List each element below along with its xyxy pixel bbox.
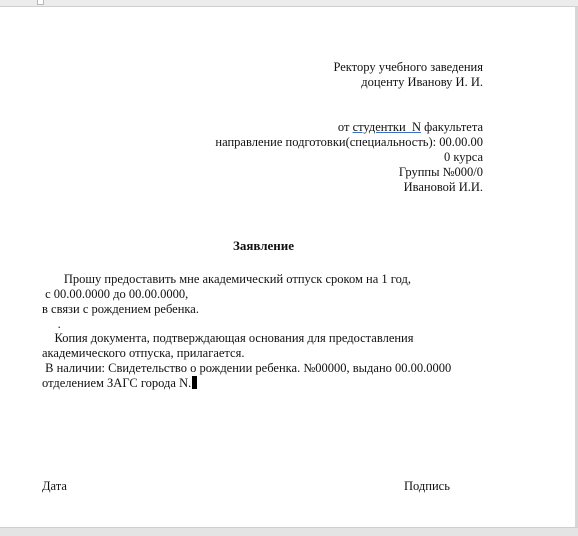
margin-marker[interactable] bbox=[37, 0, 44, 5]
student-word: студентки N bbox=[352, 120, 421, 134]
body-line-5: Копия документа, подтверждающая основания для предоставления bbox=[42, 331, 414, 345]
body-line-3: в связи с рождением ребенка. bbox=[42, 302, 199, 316]
body-line-8-text: отделением ЗАГС города N. bbox=[42, 376, 192, 390]
body-line-7: В наличии: Свидетельство о рождении ребенка. №00000, выдано 00.00.0000 bbox=[42, 361, 452, 375]
document-title: Заявление bbox=[232, 238, 295, 253]
name-line: Ивановой И.И. bbox=[403, 180, 483, 194]
signature-label: Подпись bbox=[404, 479, 450, 493]
body-line-4: . bbox=[42, 317, 61, 331]
group-line: Группы №000/0 bbox=[398, 165, 483, 179]
sender-prefix: от bbox=[337, 120, 353, 134]
recipient-line-1: Ректору учебного заведения bbox=[333, 60, 483, 74]
ruler-strip bbox=[0, 0, 578, 7]
sender-line bbox=[338, 120, 483, 135]
body-line-2: с 00.00.0000 до 00.00.0000, bbox=[42, 287, 189, 301]
course-line: 0 курса bbox=[443, 150, 483, 164]
direction-line: направление подготовки(специальность): 00.00.00 bbox=[215, 135, 483, 149]
text-cursor bbox=[192, 376, 197, 389]
body-line-8 bbox=[42, 376, 197, 391]
sender-suffix: факультета bbox=[420, 120, 483, 134]
body-line-6: академического отпуска, прилагается. bbox=[42, 346, 245, 360]
recipient-line-2: доценту Иванову И. И. bbox=[361, 75, 483, 89]
body-line-1: Прошу предоставить мне академический отпуск сроком на 1 год, bbox=[42, 272, 411, 286]
date-label: Дата bbox=[42, 479, 67, 493]
document-page[interactable] bbox=[0, 7, 575, 527]
